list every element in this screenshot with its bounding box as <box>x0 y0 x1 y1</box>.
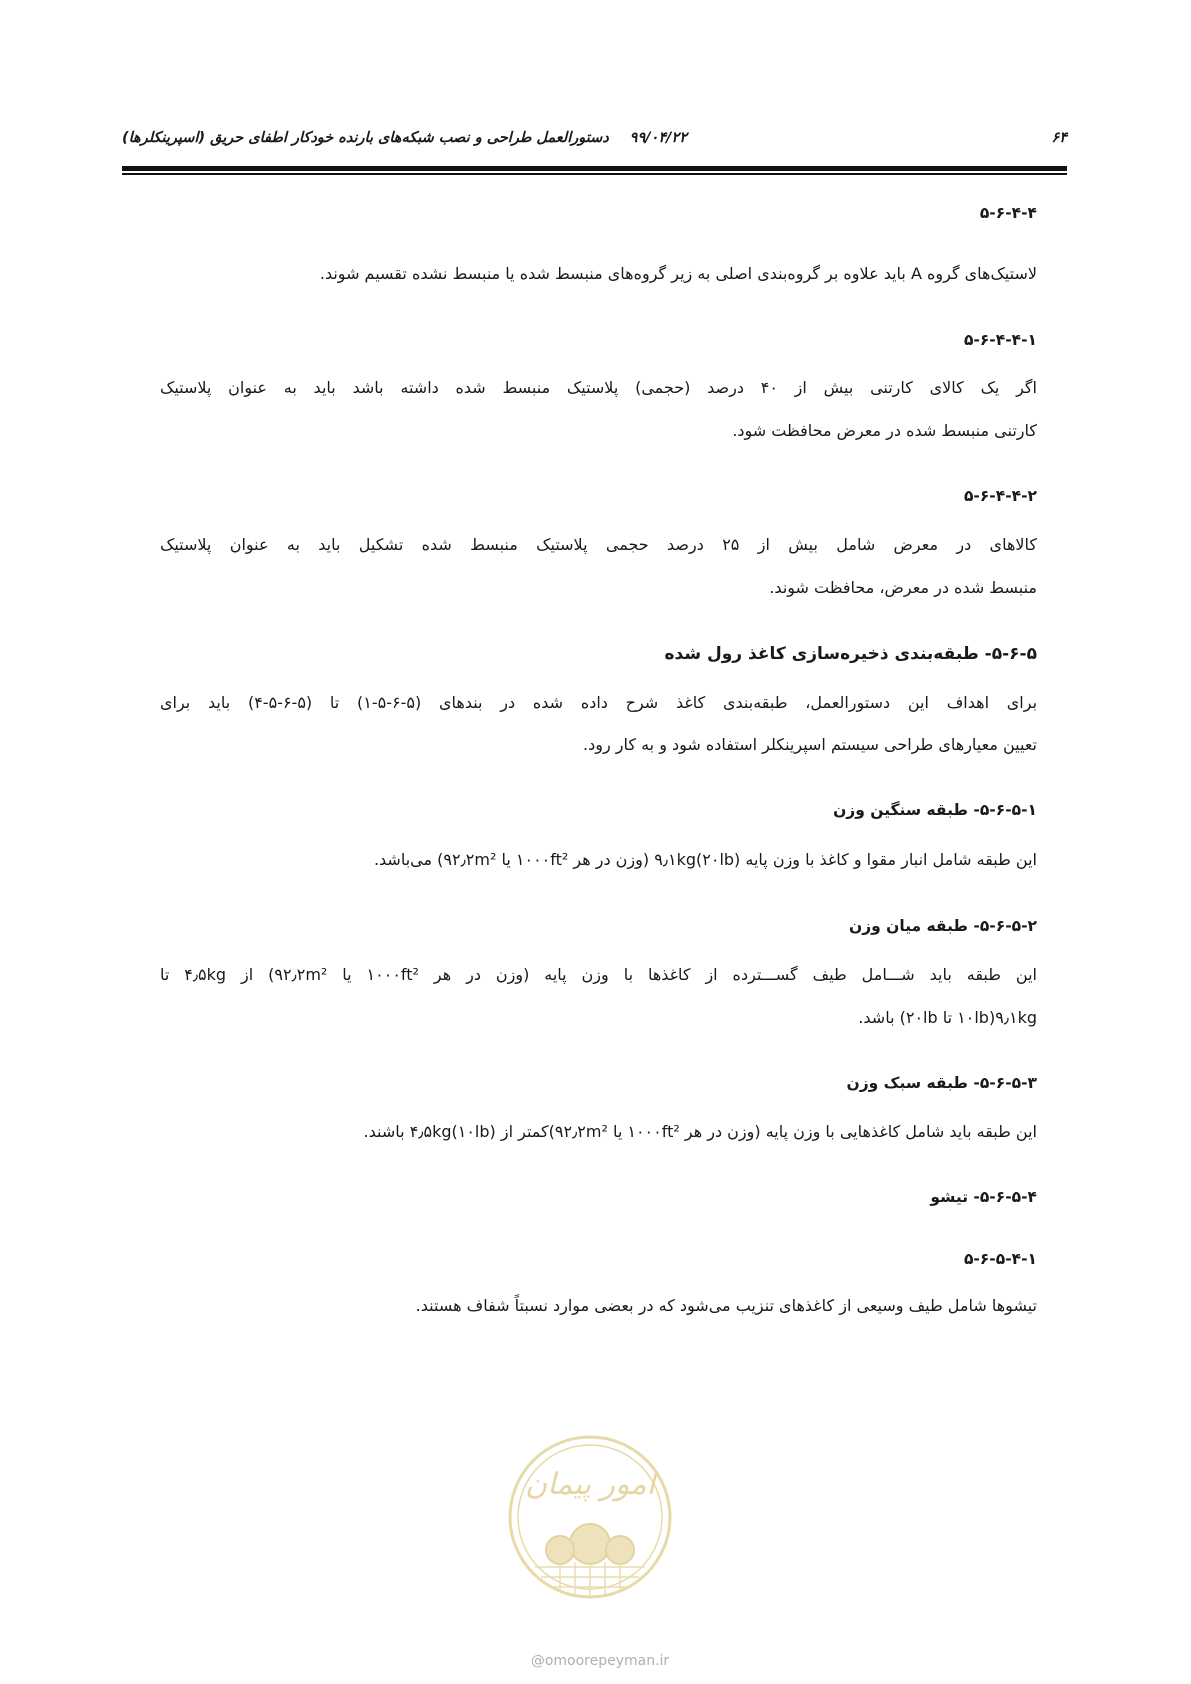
header-title: دستورالعمل طراحی و نصب شبکه‌های بارنده خودکار اطفای حریق (اسپرینکلرها) <box>122 130 609 146</box>
paragraph-line: این طبقه باید شـــامل طیف گســـترده از کاغذها با وزن پایه (وزن در هر ۱۰۰۰ft² یا ۹۲٫۲m²) از ۴٫۵kg تا <box>160 965 1037 984</box>
paragraph-line: این طبقه شامل انبار مقوا و کاغذ با وزن پایه ۹٫۱kg(۲۰lb) (وزن در هر ۱۰۰۰ft² یا ۹۲٫۲m²) می‌باشد. <box>373 850 1037 869</box>
section-heading: ۵-۶-۵- طبقه‌بندی ذخیره‌سازی کاغذ رول شده <box>664 644 1037 664</box>
section-number: ۵-۶-۴-۴ <box>979 204 1037 222</box>
header-date: ۹۹/۰۴/۲۲ <box>629 130 687 146</box>
subsection-title: ۵-۶-۵-۲- طبقه میان وزن <box>848 917 1037 935</box>
paragraph-line: ۹٫۱kg(۱۰lb تا ۲۰lb) باشد. <box>858 1008 1037 1027</box>
paragraph-line: منبسط شده در معرض، محافظت شوند. <box>769 578 1037 597</box>
section-number: ۵-۶-۴-۴-۲ <box>963 487 1037 505</box>
section-number: ۵-۶-۵-۴-۱ <box>963 1250 1037 1268</box>
paragraph-line: کارتنی منبسط شده در معرض محافظت شود. <box>732 421 1037 440</box>
subsection-title: ۵-۶-۵-۴- تیشو <box>930 1188 1037 1206</box>
page-number: ۶۴ <box>1051 130 1067 146</box>
subsection-title: ۵-۶-۵-۱- طبقه سنگین وزن <box>833 801 1037 819</box>
page-header <box>122 130 1067 160</box>
watermark-site: @omoorepeyman.ir <box>530 1653 670 1669</box>
watermark-stamp <box>505 1432 675 1602</box>
paragraph-line: اگر یک کالای کارتنی بیش از ۴۰ درصد (حجمی) پلاستیک منبسط شده داشته باشد باید به عنوان پلاستیک <box>160 378 1037 397</box>
paragraph-line: برای اهداف این دستورالعمل، طبقه‌بندی کاغذ شرح داده شده در بندهای (۵-۶-۵-۱) تا (۵-۶-۵-۴) باید برای <box>160 693 1038 712</box>
paragraph-line: تیشوها شامل طیف وسیعی از کاغذهای تنزیب می‌شود که در بعضی موارد نسبتاً شفاف هستند. <box>415 1296 1037 1315</box>
section-number: ۵-۶-۴-۴-۱ <box>963 331 1037 349</box>
paragraph-line: این طبقه باید شامل کاغذهایی با وزن پایه (وزن در هر ۱۰۰۰ft² یا ۹۲٫۲m²)کمتر از ۴٫۵kg(۱۰lb) باشند. <box>363 1122 1037 1141</box>
paragraph-line: لاستیک‌های گروه A باید علاوه بر گروه‌بندی اصلی به زیر گروه‌های منبسط شده یا منبسط نشده تقسیم شوند. <box>319 264 1037 283</box>
paragraph-line: کالاهای در معرض شامل بیش از ۲۵ درصد حجمی پلاستیک منبسط شده تشکیل باید به عنوان پلاستیک <box>160 535 1037 554</box>
header-rule-thick <box>122 166 1067 171</box>
header-rule-thin <box>122 173 1067 175</box>
paragraph-line: تعیین معیارهای طراحی سیستم اسپرینکلر استفاده شود و به کار رود. <box>583 735 1037 754</box>
subsection-title: ۵-۶-۵-۳- طبقه سبک وزن <box>846 1074 1037 1092</box>
watermark-logo-text: امور پیمان <box>525 1467 655 1502</box>
